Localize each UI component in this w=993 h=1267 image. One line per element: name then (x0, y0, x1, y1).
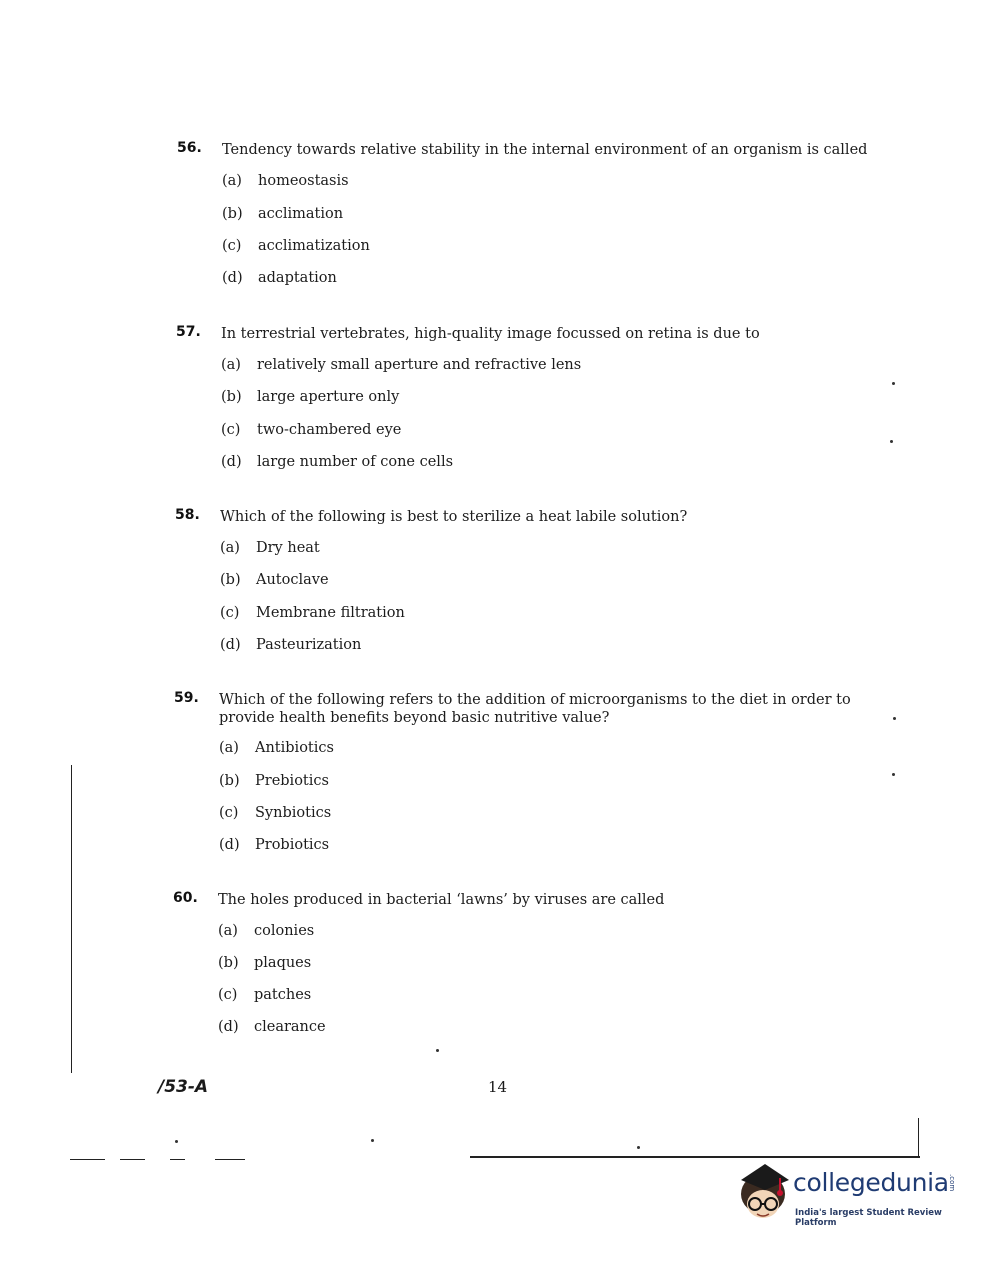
option-a: (a) colonies (218, 923, 315, 939)
scan-dash (170, 1159, 185, 1160)
scan-speck (637, 1146, 640, 1149)
scan-speck (892, 382, 895, 385)
option-d: (d) Pasteurization (220, 637, 362, 653)
page-number: 14 (488, 1078, 508, 1096)
option-c: (c) two-chambered eye (221, 422, 402, 438)
scan-dash (120, 1159, 145, 1160)
scan-bottom-rule (470, 1156, 920, 1158)
question-number: 58. (175, 507, 200, 523)
option-c: (c) Synbiotics (219, 805, 332, 821)
scan-speck (890, 440, 893, 443)
option-a: (a) relatively small aperture and refractive lens (221, 357, 582, 373)
option-a: (a) Dry heat (220, 540, 320, 556)
option-c: (c) patches (218, 987, 312, 1003)
scan-speck (892, 773, 895, 776)
collegedunia-logo (735, 1160, 965, 1232)
question-number: 60. (173, 890, 198, 906)
option-d: (d) adaptation (222, 270, 337, 286)
option-b: (b) Prebiotics (219, 773, 329, 789)
brand-dotcom: .com (948, 1174, 956, 1192)
question-text: Which of the following is best to sterilize a heat labile solution? (220, 509, 688, 525)
option-d: (d) Probiotics (219, 837, 330, 853)
question-number: 59. (174, 690, 199, 706)
option-d: (d) clearance (218, 1019, 326, 1035)
option-c: (c) Membrane filtration (220, 605, 405, 621)
question-text: In terrestrial vertebrates, high-quality image focussed on retina is due to (221, 326, 760, 342)
scan-speck (371, 1139, 374, 1142)
brand-tagline: India's largest Student Review Platform (795, 1208, 942, 1228)
question-number: 56. (177, 140, 202, 156)
scan-speck (175, 1140, 178, 1143)
mascot-icon (735, 1160, 793, 1232)
brand-name: collegedunia (793, 1168, 949, 1197)
option-b: (b) Autoclave (220, 572, 329, 588)
scan-dash (215, 1159, 245, 1160)
option-a: (a) homeostasis (222, 173, 349, 189)
option-b: (b) plaques (218, 955, 312, 971)
option-b: (b) acclimation (222, 206, 344, 222)
question-text: Tendency towards relative stability in the internal environment of an organism is called (222, 142, 868, 158)
scan-speck (893, 717, 896, 720)
question-number: 57. (176, 324, 201, 340)
question-text: The holes produced in bacterial ‘lawns’ by viruses are called (218, 892, 665, 908)
option-a: (a) Antibiotics (219, 740, 334, 756)
question-text-line-2: provide health benefits beyond basic nutritive value? (219, 710, 610, 726)
scan-speck (436, 1049, 439, 1052)
option-b: (b) large aperture only (221, 389, 400, 405)
option-c: (c) acclimatization (222, 238, 370, 254)
scan-edge-line (918, 1118, 919, 1158)
scan-edge-line (71, 765, 72, 1073)
paper-code: /53-A (158, 1077, 209, 1097)
scan-dash (70, 1159, 105, 1160)
question-text-line-1: Which of the following refers to the addition of microorganisms to the diet in order to (219, 692, 851, 708)
option-d: (d) large number of cone cells (221, 454, 454, 470)
